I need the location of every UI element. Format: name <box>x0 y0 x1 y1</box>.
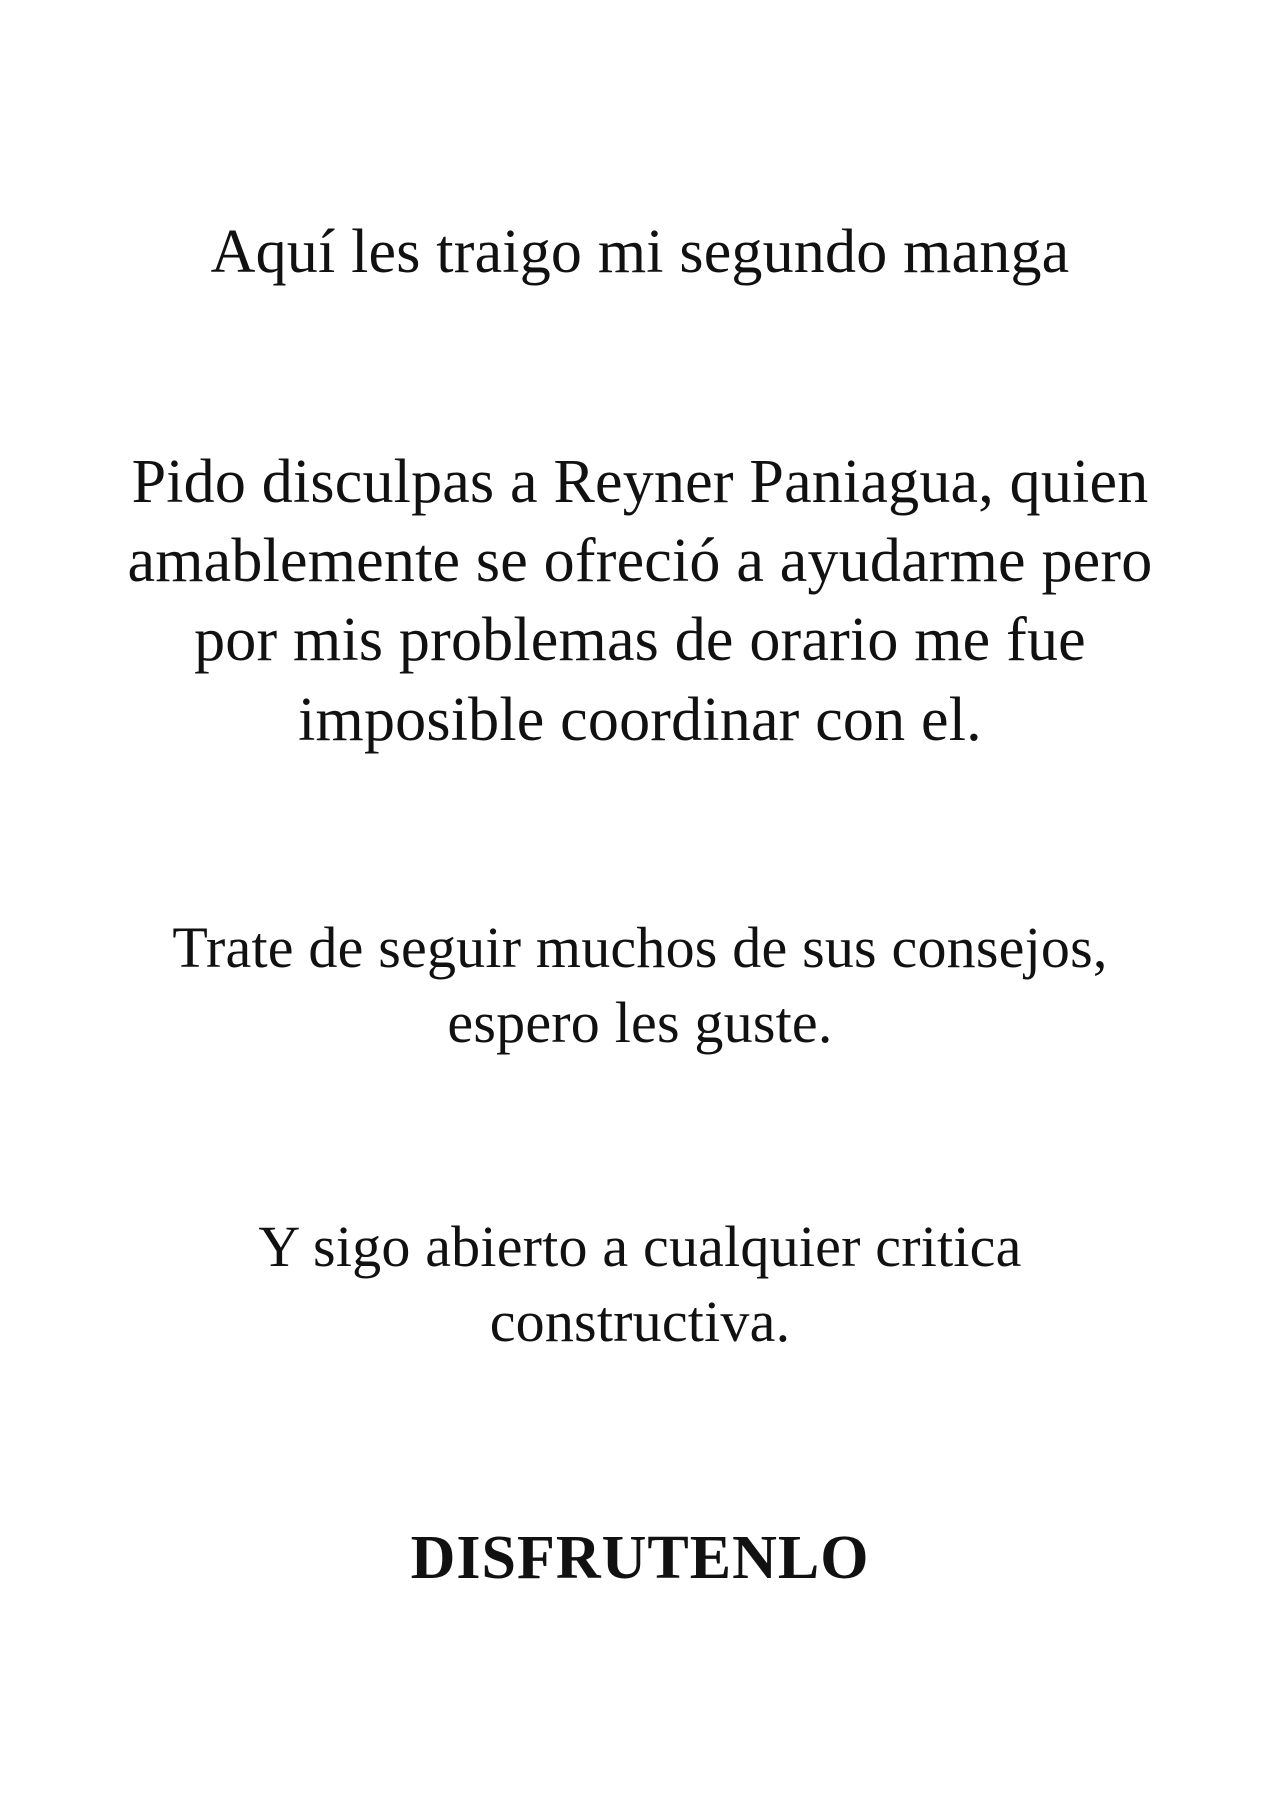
paragraph-advice: Trate de seguir muchos de sus consejos, espero les guste. <box>172 915 1108 1056</box>
paragraph-intro: Aquí les traigo mi segundo manga <box>210 218 1070 286</box>
paragraph-apology: Pido disculpas a Reyner Paniagua, quien amablemente se ofreció a ayudarme pero por mis problemas de orario me fue imposible coordinar con el. <box>127 447 1153 754</box>
paragraph-closing: DISFRUTENLO <box>410 1523 870 1592</box>
paragraph-open-to-critique: Y sigo abierto a cualquier critica constructiva. <box>258 1213 1022 1355</box>
